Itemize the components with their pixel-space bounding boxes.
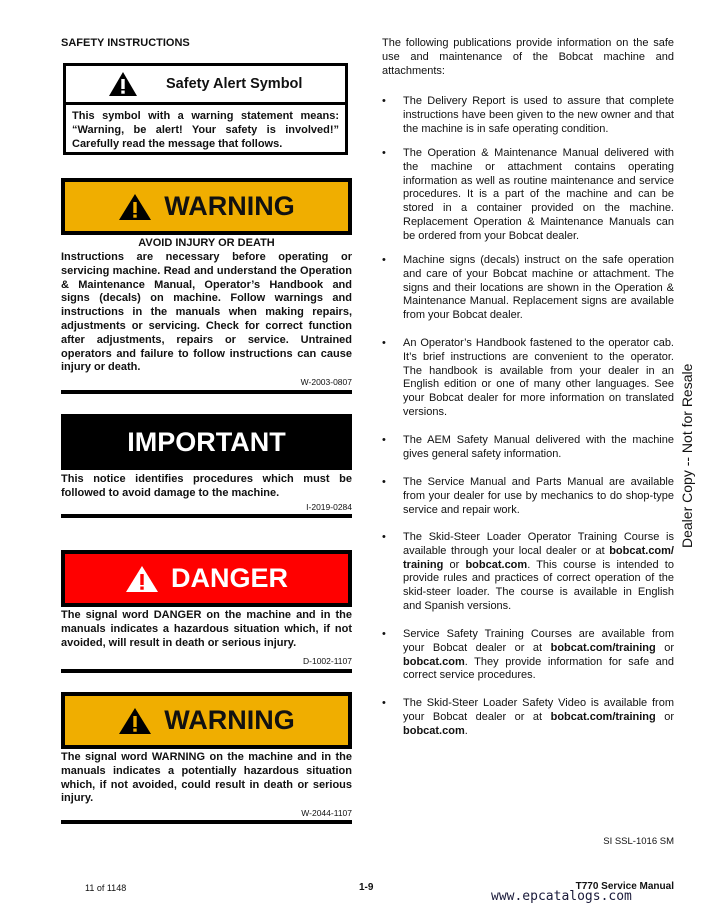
- bullet-icon: •: [382, 147, 386, 159]
- text: or: [443, 558, 466, 571]
- divider: [61, 820, 352, 824]
- publications-intro: The following publications provide information on the safe use and maintenance of the Bobcat machine and attachments:: [382, 37, 674, 77]
- warning-subtitle: AVOID INJURY OR DEATH: [138, 237, 275, 249]
- list-item-text: Machine signs (decals) instruct on the safe operation and care of your Bobcat machine or attachment. The signs and their locations are shown in the Operation & Maintenance Manual. Replacement signs are available from your Bobcat dealer.: [403, 254, 674, 322]
- warning-banner: [61, 692, 352, 749]
- page-number: 1-9: [359, 882, 374, 893]
- safety-alert-body: This symbol with a warning statement means: “Warning, be alert! Your safety is involved!” Carefully read the message that follows.: [72, 110, 339, 150]
- list-item: [382, 254, 674, 323]
- warning-triangle-icon: [125, 565, 159, 593]
- warning-code: W-2003-0807: [300, 377, 352, 387]
- important-label: IMPORTANT: [127, 426, 286, 457]
- bullet-icon: •: [382, 531, 386, 543]
- safety-alert-header: [66, 66, 345, 105]
- training-link[interactable]: bobcat.com/training: [550, 710, 656, 723]
- list-item-text: An Operator’s Handbook fastened to the operator cab. It’s brief instructions are convenient to the operator. The handbook is available from your dealer in an English edition or one of many other languages. See your Bobcat dealer for more information on translated versions.: [403, 337, 674, 418]
- bullet-icon: •: [382, 254, 386, 266]
- safety-alert-title: Safety Alert Symbol: [166, 76, 303, 92]
- bobcat-link[interactable]: bobcat.com: [403, 724, 465, 737]
- warning-body: The signal word WARNING on the machine and in the manuals indicates a potentially hazardous situation which, if not avoided, could result in death or serious injury.: [61, 751, 352, 805]
- dealer-copy-note: Dealer Copy -- Not for Resale: [679, 363, 695, 548]
- danger-body: The signal word DANGER on the machine and in the manuals indicates a hazardous situation which, if not avoided, will result in death or serious injury.: [61, 609, 352, 649]
- bullet-icon: •: [382, 628, 386, 640]
- training-link[interactable]: bobcat.com/ training: [403, 544, 674, 571]
- list-item-text: [403, 531, 674, 614]
- bobcat-link[interactable]: bobcat.com: [403, 655, 465, 668]
- list-item-text: [403, 697, 674, 738]
- list-item-text: The Operation & Maintenance Manual delivered with the machine or attachment contains operating information as well as routine maintenance and service procedures. It is a part of the machine and can be stored in a container provided on the machine. Replacement Operation & Maintenance Manuals can be ordered from your Bobcat dealer.: [403, 147, 674, 242]
- warning-code: W-2044-1107: [301, 808, 352, 818]
- text: Service Safety Training Courses are available from your Bobcat dealer or at: [403, 628, 674, 654]
- text: The Skid-Steer Loader Operator Training Course is available through your local dealer or at: [403, 531, 674, 557]
- bullet-icon: •: [382, 434, 386, 446]
- list-item-text: The AEM Safety Manual delivered with the machine gives general safety information.: [403, 434, 674, 460]
- doc-code: SI SSL-1016 SM: [603, 836, 674, 847]
- list-item-text: The Delivery Report is used to assure that complete instructions have been given to the new owner and that the machine is in safe operating condition.: [403, 95, 674, 135]
- text: The Skid-Steer Loader Safety Video is available from your Bobcat dealer or at: [403, 697, 674, 723]
- page-count: 11 of 1148: [85, 883, 127, 893]
- bullet-icon: •: [382, 337, 386, 349]
- danger-code: D-1002-1107: [303, 656, 352, 666]
- warning-label: WARNING: [164, 705, 295, 735]
- list-item: [382, 628, 674, 683]
- text: . This course is intended to provide rules and practices of correct operation of the skid-steer loader. The course is available in English and Spanish versions.: [403, 558, 674, 612]
- list-item-text: [403, 628, 674, 683]
- text: .: [464, 724, 468, 737]
- warning-banner: [61, 178, 352, 235]
- danger-banner: [61, 550, 352, 607]
- text: or: [655, 641, 674, 654]
- bobcat-link[interactable]: bobcat.com: [465, 558, 528, 571]
- list-item: [382, 697, 674, 738]
- safety-alert-box: [63, 63, 348, 155]
- text: or: [655, 710, 674, 723]
- list-item: [382, 531, 674, 614]
- section-title: SAFETY INSTRUCTIONS: [61, 37, 190, 49]
- bullet-icon: •: [382, 697, 386, 709]
- text: . They provide information for safe and correct service procedures.: [403, 655, 674, 682]
- manual-title: T770 Service Manual: [575, 881, 674, 892]
- warning-label: WARNING: [164, 191, 295, 221]
- important-body: This notice identifies procedures which must be followed to avoid damage to the machine.: [61, 473, 352, 499]
- list-item: [382, 95, 674, 136]
- important-banner: [61, 414, 352, 470]
- watermark-url: www.epcatalogs.com: [491, 889, 632, 904]
- list-item-text: The Service Manual and Parts Manual are available from your dealer for use by mechanics to do shop-type service and repair work.: [403, 476, 674, 516]
- bullet-icon: •: [382, 95, 386, 107]
- warning-triangle-icon: [118, 193, 152, 221]
- list-item: [382, 337, 674, 420]
- divider: [61, 669, 352, 673]
- warning-body: Instructions are necessary before operating or servicing machine. Read and understand the Operation & Maintenance Manual, Operator’s Handbook and signs (decals) on machine. Follow warnings and instructions in the manuals when making repairs, adjustments or servicing. Check for correct function after adjustments, repairs or service. Untrained operators and failure to follow instructions can cause injury or death.: [61, 251, 352, 374]
- danger-label: DANGER: [170, 563, 288, 593]
- warning-triangle-icon: [108, 71, 138, 97]
- divider: [61, 514, 352, 518]
- list-item: [382, 434, 674, 462]
- training-link[interactable]: bobcat.com/training: [550, 641, 656, 654]
- list-item: [382, 147, 674, 244]
- important-code: I-2019-0284: [306, 502, 352, 512]
- divider: [61, 390, 352, 394]
- list-item: [382, 476, 674, 517]
- warning-triangle-icon: [118, 707, 152, 735]
- bullet-icon: •: [382, 476, 386, 488]
